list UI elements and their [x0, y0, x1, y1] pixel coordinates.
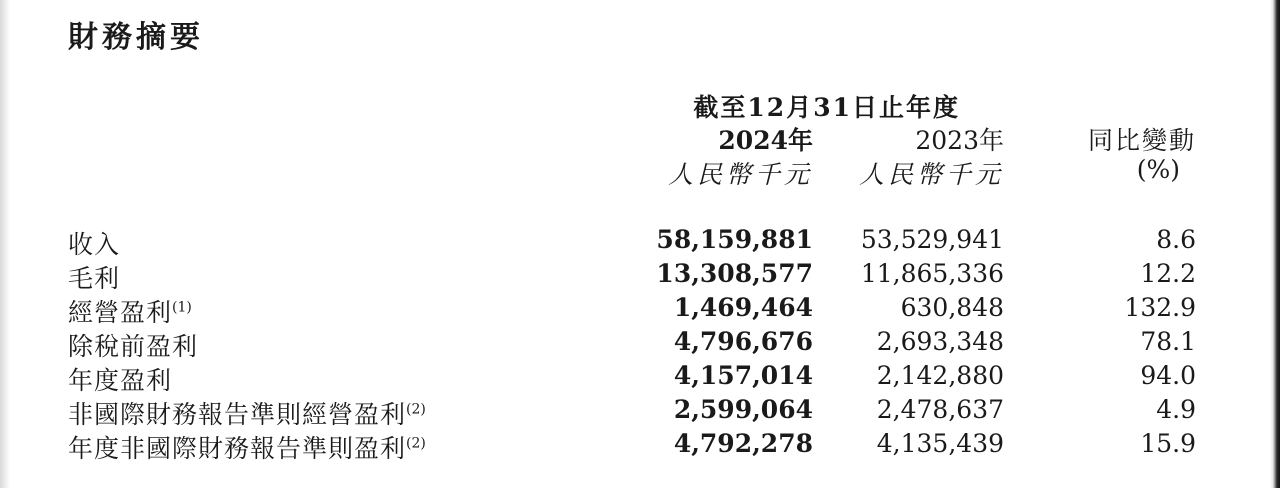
row-label-text: 經營盈利 — [68, 298, 173, 327]
table-row — [0, 395, 1280, 429]
table-row — [0, 225, 1280, 259]
value-2024: 1,469,464 — [673, 293, 813, 322]
row-label-text: 收入 — [68, 230, 121, 259]
year-prior-header: 2023年 — [915, 126, 1004, 155]
row-label-text: 毛利 — [68, 264, 121, 293]
table-row — [0, 429, 1280, 463]
value-2024: 13,308,577 — [656, 259, 813, 288]
row-label-text: 非國際財務報告準則經營盈利 — [68, 400, 407, 429]
row-label-text: 年度盈利 — [68, 366, 173, 395]
change-header: 同比變動 — [1087, 126, 1196, 155]
value-change: 4.9 — [1156, 395, 1196, 424]
value-2024: 4,792,278 — [673, 429, 813, 458]
row-footnote: (2) — [406, 435, 426, 452]
value-2023: 4,135,439 — [876, 429, 1004, 458]
table-row — [0, 361, 1280, 395]
row-label-text: 年度非國際財務報告準則盈利 — [68, 434, 407, 463]
row-footnote: (2) — [406, 401, 426, 418]
value-2024: 4,796,676 — [673, 327, 813, 356]
value-2024: 4,157,014 — [673, 361, 813, 390]
row-label — [68, 395, 426, 431]
value-2023: 2,693,348 — [876, 327, 1004, 356]
table-row — [0, 293, 1280, 327]
value-change: 94.0 — [1140, 361, 1196, 390]
period-header: 截至12月31日止年度 — [693, 93, 960, 122]
year-current-header: 2024年 — [718, 126, 813, 155]
value-change: 132.9 — [1124, 293, 1196, 322]
value-change: 8.6 — [1156, 225, 1196, 254]
row-label — [68, 327, 198, 363]
value-change: 12.2 — [1140, 259, 1196, 288]
unit-current-header: 人民幣千元 — [667, 160, 813, 189]
value-2023: 2,478,637 — [876, 395, 1004, 424]
unit-prior-header: 人民幣千元 — [858, 160, 1004, 189]
row-label — [68, 259, 120, 295]
value-2024: 2,599,064 — [673, 395, 813, 424]
row-label — [68, 225, 120, 261]
value-2023: 53,529,941 — [860, 225, 1004, 254]
value-2023: 630,848 — [900, 293, 1004, 322]
table-row — [0, 259, 1280, 293]
page-title: 財務摘要 — [68, 20, 204, 55]
row-label — [68, 429, 426, 465]
table-row — [0, 327, 1280, 361]
value-2023: 2,142,880 — [876, 361, 1004, 390]
row-footnote: (1) — [172, 299, 192, 316]
value-2024: 58,159,881 — [656, 225, 813, 254]
value-change: 78.1 — [1140, 327, 1196, 356]
change-unit-header: (%) — [1136, 155, 1180, 184]
value-change: 15.9 — [1140, 429, 1196, 458]
value-2023: 11,865,336 — [860, 259, 1004, 288]
row-label-text: 除稅前盈利 — [68, 332, 199, 361]
row-label — [68, 361, 172, 397]
row-label — [68, 293, 192, 329]
